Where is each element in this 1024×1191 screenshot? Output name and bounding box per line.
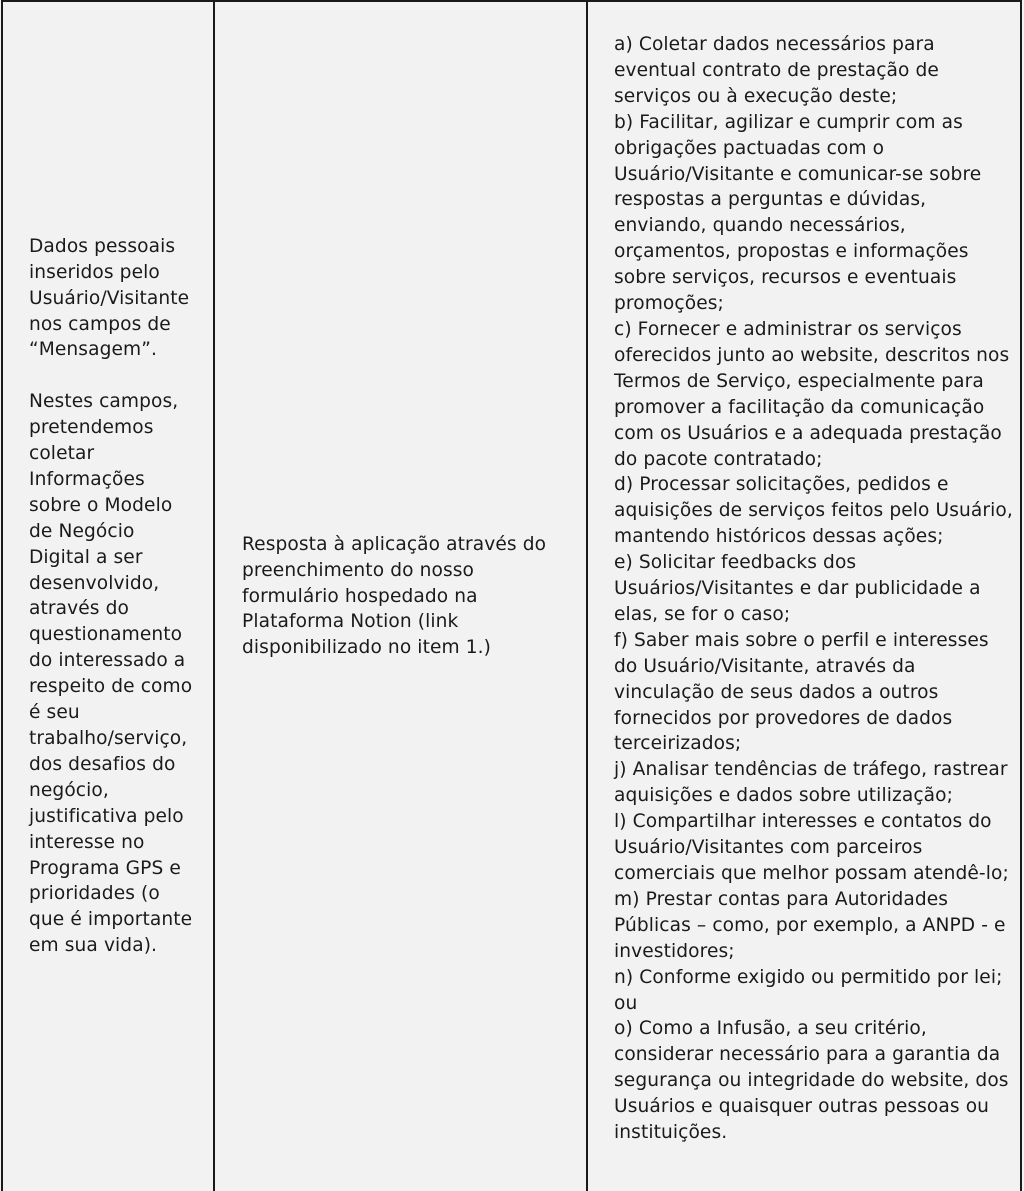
list-item: a) Coletar dados necessários para eventual contrato de prestação de serviços ou à execução deste; [614,34,939,107]
list-item: f) Saber mais sobre o perfil e interesses do Usuário/Visitante, através da vinculação de seus dados a outros fornecidos por provedores de dados terceirizados; [614,629,989,755]
table-cell-data-type [3,2,215,1191]
list-item: m) Prestar contas para Autoridades Públicas – como, por exemplo, a ANPD - e investidores; [614,888,1006,962]
data-type-paragraph-1: Dados pessoais inseridos pelo Usuário/Visitante nos campos de “Mensagem”. [29,235,190,361]
data-table [1,0,1022,1191]
list-item: b) Facilitar, agilizar e cumprir com as obrigações pactuadas com o Usuário/Visitante e comunicar-se sobre respostas a perguntas e dúvidas, enviando, quando necessários, orçamentos, propostas e informações sobre serviços, recursos e eventuais promoções; [614,111,982,315]
list-item: o) Como a Infusão, a seu critério, considerar necessário para a garantia da segurança ou integridade do website, dos Usuários e quaisquer outras pessoas ou instituições. [614,1018,1009,1144]
list-item: l) Compartilhar interesses e contatos do Usuário/Visitantes com parceiros comerciais que melhor possam atendê-lo; [614,811,1009,884]
list-item: c) Fornecer e administrar os serviços oferecidos junto ao website, descritos nos Termos de Serviço, especialmente para promover a facilitação da comunicação com os Usuários e a adequada prestação do pacote contratado; [614,318,1010,470]
table-cell-purposes [588,2,1020,1191]
data-type-paragraph-2: Nestes campos, pretendemos coletar Informações sobre o Modelo de Negócio Digital a ser desenvolvido, através do questionamento do interessado a respeito de como é seu trabalho/serviço, dos desafios do negócio, justificativa pelo interesse no Programa GPS e prioridades (o que é importante em sua vida). [29,391,193,957]
table-cell-collection-method [215,2,588,1191]
collection-method-text: Resposta à aplicação através do preenchimento do nosso formulário hospedado na Plataforma Notion (link disponibilizado no item 1.) [242,533,547,659]
list-item: j) Analisar tendências de tráfego, rastrear aquisições e dados sobre utilização; [614,759,1008,807]
data-type-text [29,234,201,959]
list-item: n) Conforme exigido ou permitido por lei; ou [614,966,1003,1014]
paragraph-gap [29,363,201,389]
list-item: d) Processar solicitações, pedidos e aquisições de serviços feitos pelo Usuário, mantendo históricos dessas ações; [614,474,1013,548]
list-item: e) Solicitar feedbacks dos Usuários/Visitantes e dar publicidade a elas, se for o caso; [614,552,981,625]
purposes-list [614,32,1014,1146]
